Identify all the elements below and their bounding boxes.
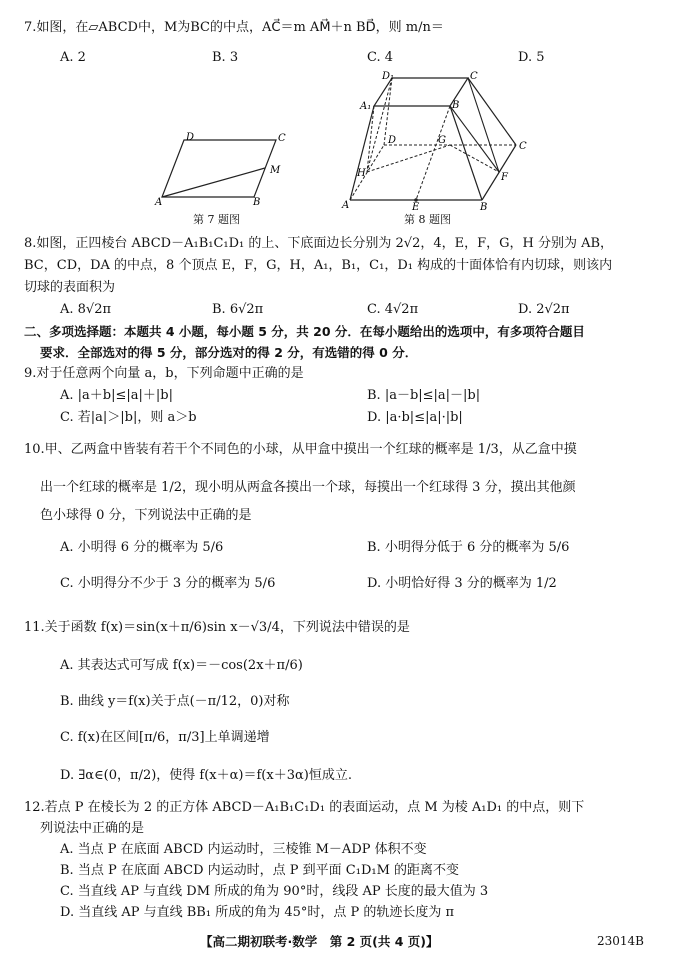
q7-option-b: B. 3	[212, 50, 239, 65]
fig8-label-a: A	[342, 200, 350, 210]
fig8-edge-ad	[350, 145, 384, 200]
fig7-parallelogram	[162, 140, 276, 197]
fig8-label-c: C	[519, 141, 527, 152]
q7-option-c: C. 4	[367, 50, 394, 65]
fig7-label-a: A	[155, 197, 163, 208]
q8-line-1: 8.如图，正四棱台 ABCD－A₁B₁C₁D₁ 的上、下底面边长分别为 2√2，4，E，F，G，H 分别为 AB，	[24, 236, 614, 251]
fig8-edge-cc1	[468, 78, 516, 145]
q11-option-b: B. 曲线 y＝f(x)关于点(－π/12，0)对称	[60, 694, 290, 709]
q9-option-b: B. |a－b|≤|a|－|b|	[367, 388, 481, 403]
q8-line-2: BC，CD，DA 的中点，8 个顶点 E，F，G，H，A₁，B₁，C₁，D₁ 构成的十面体恰有内切球，则该内	[24, 258, 613, 273]
fig8-edge-d1h	[367, 78, 392, 172]
q8-option-c: C. 4√2π	[367, 302, 419, 317]
q7-option-a: A. 2	[60, 50, 86, 65]
fig8-edge-bb1	[450, 106, 482, 200]
q9-option-c: C. 若|a|＞|b|，则 a＞b	[60, 410, 197, 425]
exam-code: 23014B	[597, 934, 644, 948]
q10-option-d: D. 小明恰好得 3 分的概率为 1/2	[367, 576, 557, 591]
figure-7-caption: 第 7 题图	[193, 213, 240, 226]
fig8-edge-a1h	[367, 106, 374, 172]
fig7-label-m: M	[270, 165, 281, 176]
q12-option-a: A. 当点 P 在底面 ABCD 内运动时，三棱锥 M－ADP 体积不变	[60, 842, 427, 857]
section-2-heading: 二、多项选择题：本题共 4 小题，每小题 5 分，共 20 分．在每小题给出的选项中，有多项符合题目	[24, 324, 585, 339]
q9-stem: 9.对于任意两个向量 a，b，下列命题中正确的是	[24, 366, 304, 381]
fig8-label-c1: C	[470, 71, 478, 82]
page-footer: 【高二期初联考·数学 第 2 页(共 4 页)】	[200, 934, 439, 949]
q11-option-d: D. ∃α∈(0，π/2)，使得 f(x＋α)＝f(x＋3α)恒成立.	[60, 768, 352, 783]
q11-option-a: A. 其表达式可写成 f(x)＝－cos(2x＋π/6)	[60, 658, 303, 673]
fig8-label-b: B	[480, 202, 488, 210]
fig8-edge-bc	[482, 145, 516, 200]
q12-option-c: C. 当直线 AP 与直线 DM 所成的角为 90°时，线段 AP 长度的最大值为 3	[60, 884, 489, 899]
figure-8-frustum	[340, 70, 530, 210]
fig8-label-d: D	[388, 135, 397, 146]
q12-line-2: 列说法中正确的是	[40, 821, 145, 836]
q11-stem: 11.关于函数 f(x)＝sin(x＋π/6)sin x－√3/4，下列说法中错误的是	[24, 620, 410, 635]
fig8-label-h: H	[357, 168, 366, 179]
figure-8-caption: 第 8 题图	[404, 213, 451, 226]
q10-line-2: 出一个红球的概率是 1/2，现小明从两盒各摸出一个球，每摸出一个红球得 3 分，摸出其他颜	[40, 480, 576, 495]
q8-option-d: D. 2√2π	[518, 302, 570, 317]
fig8-edge-hg	[367, 145, 450, 172]
fig8-label-f: F	[501, 172, 508, 183]
figure-7-parallelogram	[150, 128, 300, 208]
q11-option-c: C. f(x)在区间[π/6，π/3]上单调递增	[60, 730, 270, 745]
fig7-label-b: B	[253, 197, 261, 208]
fig8-label-a1: A₁	[360, 101, 372, 112]
q12-option-d: D. 当直线 AP 与直线 BB₁ 所成的角为 45°时，点 P 的轨迹长度为 π	[60, 905, 455, 920]
section-2-instructions: 要求．全部选对的得 5 分，部分选对的得 2 分，有选错的得 0 分．	[40, 345, 418, 360]
q9-option-a: A. |a＋b|≤|a|＋|b|	[60, 388, 173, 403]
q7-stem: 7.如图，在▱ABCD中，M为BC的中点，AC⃗＝m AM⃗＋n BD⃗，则 m/n＝	[24, 20, 444, 35]
fig8-label-g: G	[438, 135, 446, 146]
q10-option-b: B. 小明得分低于 6 分的概率为 5/6	[367, 540, 570, 555]
q12-line-1: 12.若点 P 在棱长为 2 的正方体 ABCD－A₁B₁C₁D₁ 的表面运动，点 M 为棱 A₁D₁ 的中点，则下	[24, 800, 585, 815]
fig8-edge-b1e	[416, 106, 450, 200]
fig7-label-c: C	[278, 133, 286, 144]
fig8-label-b1: B	[452, 100, 460, 111]
q10-line-1: 10.甲、乙两盒中皆装有若干个不同色的小球，从甲盒中摸出一个红球的概率是 1/3，从乙盒中摸	[24, 442, 577, 457]
q8-line-3: 切球的表面积为	[24, 280, 116, 295]
q8-option-b: B. 6√2π	[212, 302, 264, 317]
q10-option-a: A. 小明得 6 分的概率为 5/6	[60, 540, 224, 555]
fig7-label-d: D	[186, 132, 195, 143]
fig8-label-d1: D₁	[382, 71, 395, 82]
fig8-edge-aa1	[350, 106, 374, 200]
q12-option-b: B. 当点 P 在底面 ABCD 内运动时，点 P 到平面 C₁D₁M 的距离不变	[60, 863, 460, 878]
q9-option-d: D. |a·b|≤|a|·|b|	[367, 410, 463, 425]
q10-line-3: 色小球得 0 分，下列说法中正确的是	[40, 508, 252, 523]
q7-option-d: D. 5	[518, 50, 545, 65]
fig8-edge-b1f	[450, 106, 499, 172]
fig7-segment-am	[162, 168, 265, 197]
q10-option-c: C. 小明得分不少于 3 分的概率为 5/6	[60, 576, 276, 591]
q8-option-a: A. 8√2π	[60, 302, 112, 317]
fig8-label-e: E	[412, 202, 420, 210]
